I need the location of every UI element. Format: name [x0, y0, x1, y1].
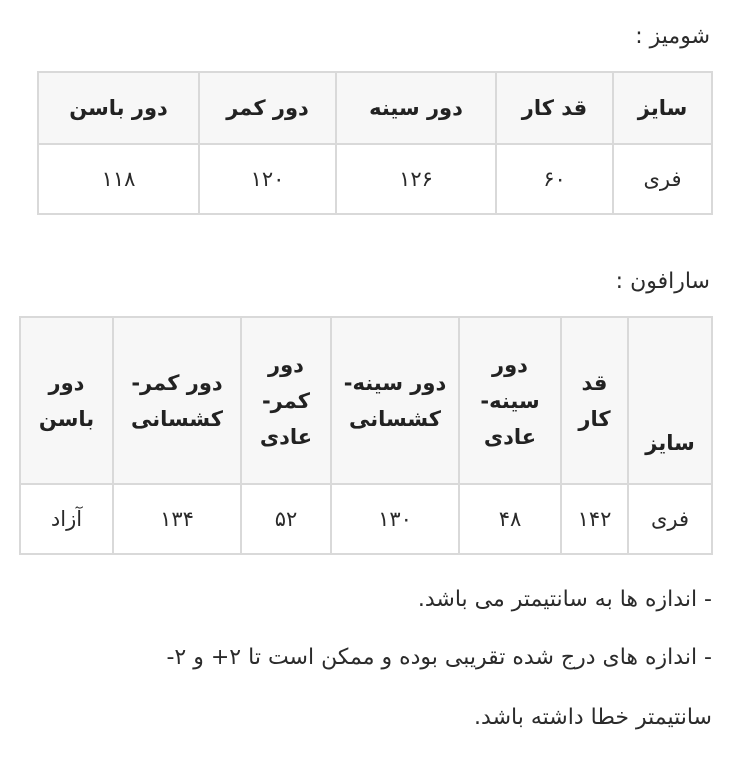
cell-hip: آزاد — [20, 484, 113, 554]
cell-chest-normal: ۴۸ — [459, 484, 561, 554]
cell-waist-normal: ۵۲ — [241, 484, 331, 554]
note-units: - اندازه ها به سانتیمتر می باشد. — [417, 587, 712, 612]
note-tolerance-cont: سانتیمتر خطا داشته باشد. — [474, 705, 712, 730]
header-size: سایز — [613, 72, 712, 144]
cell-waist-elastic: ۱۳۴ — [113, 484, 241, 554]
header-chest-normal: دور سینه- عادی — [459, 317, 561, 484]
cell-waist: ۱۲۰ — [199, 144, 336, 214]
table-row — [38, 144, 712, 214]
cell-chest: ۱۲۶ — [336, 144, 496, 214]
header-waist-elastic: دور کمر- کشسانی — [113, 317, 241, 484]
header-size: سایز — [628, 317, 712, 484]
header-chest-elastic: دور سینه- کشسانی — [331, 317, 459, 484]
header-chest: دور سینه — [336, 72, 496, 144]
shirt-size-table — [37, 71, 713, 215]
header-length: قد کار — [561, 317, 628, 484]
shirt-title: شومیز : — [635, 24, 710, 49]
cell-chest-elastic: ۱۳۰ — [331, 484, 459, 554]
table-header-row — [38, 72, 712, 144]
sarafan-title: سارافون : — [615, 269, 710, 294]
note-tolerance: - اندازه های درج شده تقریبی بوده و ممکن است تا ۲+ و ۲- — [166, 645, 712, 670]
sarafan-size-table — [19, 316, 713, 555]
header-hip: دور باسن — [20, 317, 113, 484]
cell-size: فری — [613, 144, 712, 214]
cell-size: فری — [628, 484, 712, 554]
header-waist: دور کمر — [199, 72, 336, 144]
table-row — [20, 484, 712, 554]
header-hip: دور باسن — [38, 72, 199, 144]
cell-length: ۶۰ — [496, 144, 613, 214]
header-length: قد کار — [496, 72, 613, 144]
table-header-row — [20, 317, 712, 484]
header-waist-normal: دور کمر- عادی — [241, 317, 331, 484]
cell-length: ۱۴۲ — [561, 484, 628, 554]
cell-hip: ۱۱۸ — [38, 144, 199, 214]
